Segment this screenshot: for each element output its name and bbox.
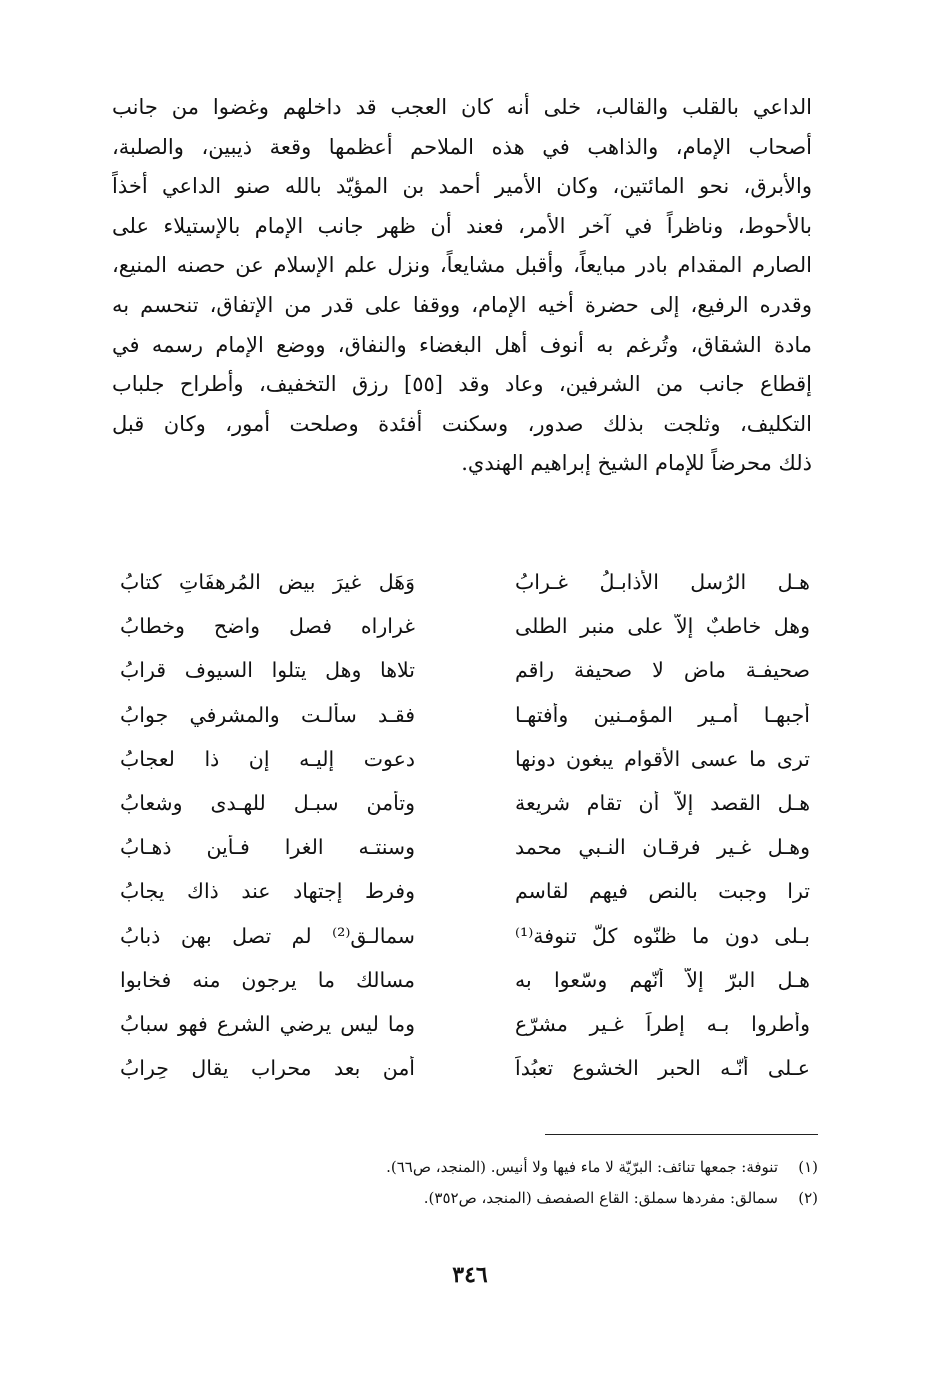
poem-verse	[120, 604, 810, 648]
verse-second-hemistich: وما ليس يرضي الشرع فهو سبابُ	[120, 1011, 415, 1036]
prose-line: أصحاب الإمام، والذاهب في هذه الملاحم أعظمها وقعة ذيبين، والصلبة،	[112, 134, 812, 159]
poem-verse	[120, 869, 810, 913]
poem-verse	[120, 560, 810, 604]
footnote-text: سمالق: مفردها سملق: القاع الصفصف (المنجد، ص٣٥٢).	[423, 1189, 778, 1207]
prose-paragraph	[112, 88, 812, 484]
footnotes	[200, 1152, 818, 1214]
verse-first-hemistich: ترى ما عسى الأقوام يبغون دونها	[515, 746, 810, 771]
verse-second-hemistich: تلاها وهل يتلوا السيوف قرابُ	[120, 658, 415, 683]
verse-first-hemistich: هـل الرُسل الأذابـلُ غـرابُ	[515, 570, 810, 595]
footnote-1	[200, 1152, 818, 1183]
poem-verse	[120, 914, 810, 958]
verse-first-hemistich: وهـل غـير فرقـان النـبي محمد	[515, 835, 810, 860]
footnote-text: تنوفة: جمعها تنائف: البرّيّة لا ماء فيها ولا أنيس. (المنجد، ص٦٦).	[386, 1158, 778, 1176]
verse-first-hemistich: هـل القصد إلاّ أن تقام شريعة	[515, 791, 810, 816]
verse-second-hemistich: وتأمن سبـل للهـدى وشعابُ	[120, 791, 415, 816]
prose-line: الداعي بالقلب والقالب، خلى أنه كان العجب قد داخلهم وغضوا من جانب	[112, 95, 812, 119]
footnote-2	[200, 1183, 818, 1214]
footnote-divider	[545, 1134, 818, 1135]
poem-verse	[120, 693, 810, 737]
verse-first-hemistich: بـلى دون ما ظنّوه كلّ تنوفة⁽¹⁾	[515, 923, 810, 948]
prose-line: وقدره الرفيع، إلى حضرة أخيه الإمام، ووقفا على قدر من الإتفاق، تنحسم به	[112, 292, 812, 317]
verse-second-hemistich: فقـد سألـت والمشرفي جوابُ	[120, 702, 415, 727]
poem-verse	[120, 958, 810, 1002]
verse-second-hemistich: غراراه فصل واضح وخطابُ	[120, 614, 415, 639]
poem-verse	[120, 825, 810, 869]
footnote-number: (١)	[798, 1158, 818, 1176]
verse-second-hemistich: وَهَل غيرَ بيض المُرهفَاتِ كتابُ	[120, 570, 415, 595]
verse-first-hemistich: عـلى أنّـه الحبر الخشوع تعبُداً	[515, 1056, 810, 1081]
prose-line: مادة الشقاق، وتُرغم به أنوف أهل البغضاء والنفاق، ووضع الإمام رسمه في	[112, 332, 812, 357]
prose-line: التكليف، وثلجت بذلك صدور، وسكنت أفئدة وصلحت أمور، وكان قبل	[112, 411, 812, 436]
verse-first-hemistich: هـل البرّ إلاّ أنّهم وسّعوا به	[515, 967, 810, 992]
poem-verse	[120, 737, 810, 781]
prose-line: إقطاع جانب من الشرفين، وعاد وقد [٥٥] رزق التخفيف، وأطراح جلباب	[112, 372, 812, 397]
verse-second-hemistich: مسالك ما يرجون منه فخابوا	[120, 967, 415, 992]
verse-second-hemistich: أمن بعد محراب يقال حِرابُ	[120, 1056, 415, 1081]
poem-verse	[120, 781, 810, 825]
verse-second-hemistich: دعوت إليـه إن ذا لعجابُ	[120, 746, 415, 771]
poem	[120, 560, 810, 1090]
prose-line: ذلك محرضاً للإمام الشيخ إبراهيم الهندي.	[461, 451, 812, 476]
verse-first-hemistich: ترا وجبت بالنص فيهم لقاسم	[515, 879, 810, 904]
verse-second-hemistich: وفرط إجتهاد عند ذاك يجابُ	[120, 879, 415, 904]
verse-second-hemistich: سمالـق⁽²⁾ لم تصل بهن ذبابُ	[120, 923, 415, 948]
prose-line: الصارم المقدام بادر مبايعاً، وأقبل مشايعاً، ونزل علم الإسلام عن حصنه المنيع،	[112, 253, 812, 278]
footnote-number: (٢)	[798, 1189, 818, 1207]
verse-first-hemistich: أجبهـا أمـير المؤمـنين وأفتهـا	[515, 702, 810, 727]
prose-line: والأبرق، نحو المائتين، وكان الأمير أحمد بن المؤيّد بالله صنو الداعي أخذاً	[112, 174, 812, 199]
prose-line: بالأحوط، وناظراً في آخر الأمر، فعند أن ظهر جانب الإمام بالإستيلاء على	[112, 213, 812, 238]
poem-verse	[120, 648, 810, 692]
verse-second-hemistich: وسنتـه الغرا فـأين ذهـابُ	[120, 835, 415, 860]
page-number: ٣٤٦	[452, 1262, 488, 1288]
poem-verse	[120, 1002, 810, 1046]
verse-first-hemistich: صحيفـة ماضٍ لا صحيفة راقم	[515, 658, 810, 683]
verse-first-hemistich: وأطروا بـه إطراً غـير مشرّع	[515, 1011, 810, 1036]
poem-verse	[120, 1046, 810, 1090]
verse-first-hemistich: وهل خاطبٌ إلاّ على منبر الطلى	[515, 614, 810, 639]
